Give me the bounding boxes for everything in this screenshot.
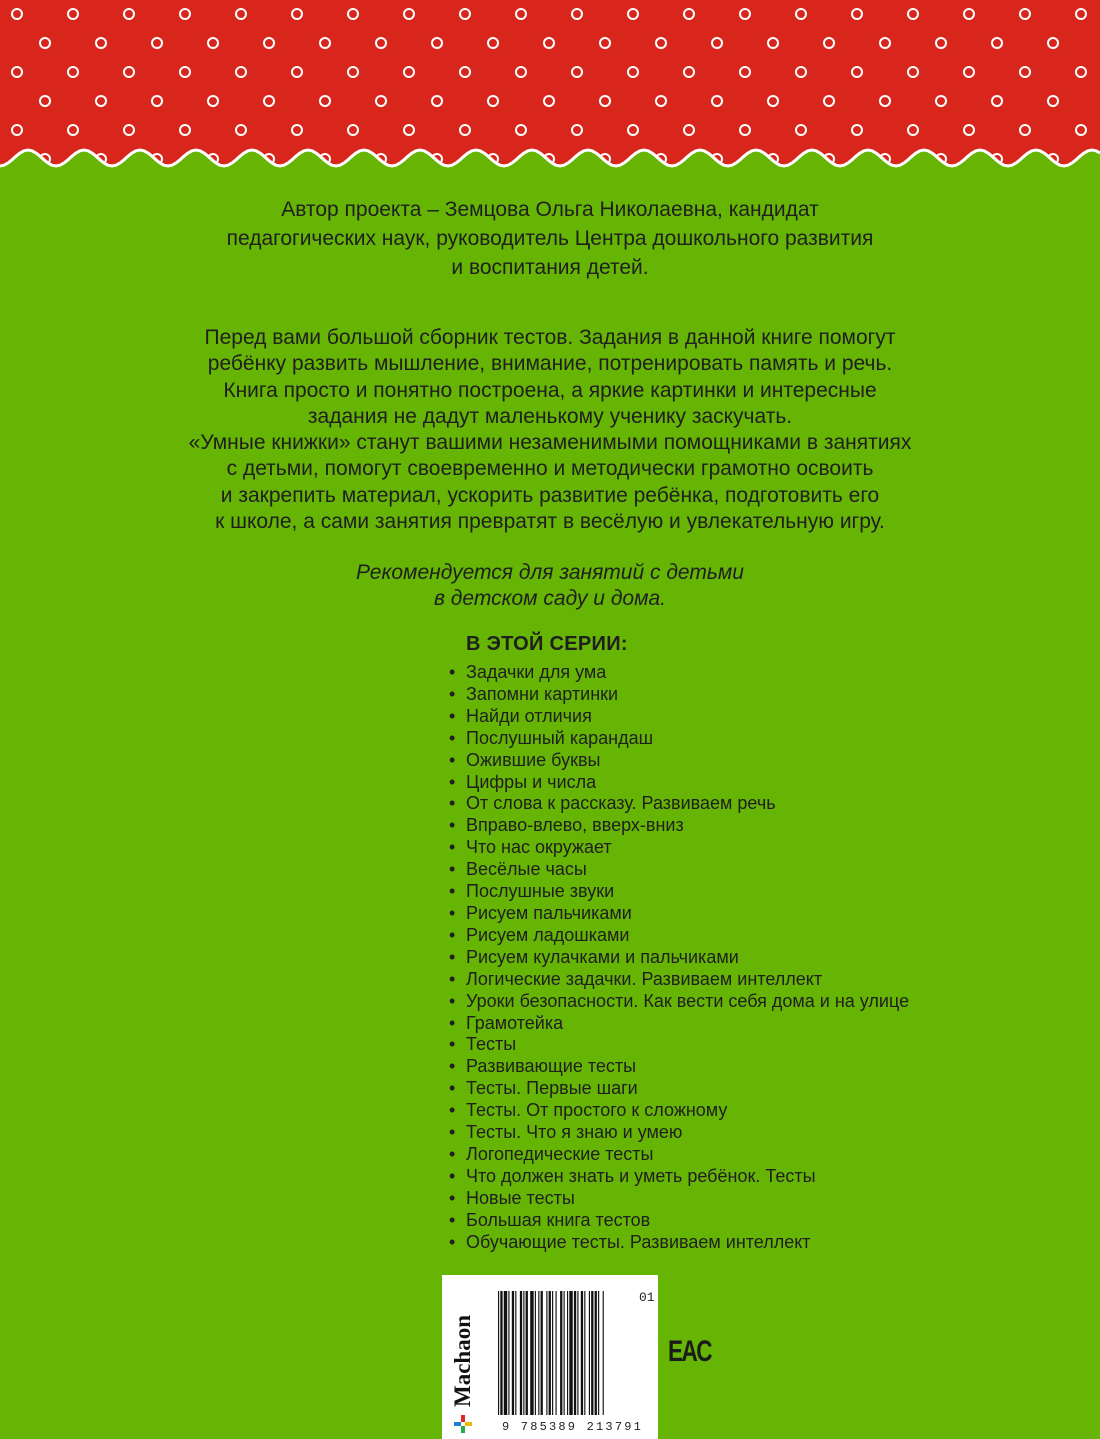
series-item [447, 837, 909, 859]
age-recommendation [0, 560, 1100, 612]
publisher-name: Machaon [450, 1315, 475, 1407]
author-line: и воспитания детей. [451, 256, 649, 279]
series-item [447, 991, 909, 1013]
series-item [447, 706, 909, 728]
barcode-bar [500, 1291, 502, 1415]
bullet-icon: • [449, 815, 456, 836]
series-item [447, 1056, 909, 1078]
series-item-title: Обучающие тесты. Развиваем интеллект [466, 1231, 811, 1252]
bullet-icon: • [449, 793, 456, 814]
series-item-title: Тесты. От простого к сложному [466, 1100, 728, 1121]
series-item-title: Грамотейка [466, 1012, 564, 1033]
description-line: и закрепить материал, ускорить развитие ребёнка, подготовить его [220, 483, 880, 507]
barcode-bar [541, 1291, 543, 1415]
series-item [447, 1144, 909, 1166]
isbn-barcode [498, 1291, 634, 1419]
series-item [447, 1100, 909, 1122]
bullet-icon: • [449, 881, 456, 902]
bullet-icon: • [449, 705, 456, 726]
back-cover-content [0, 195, 1100, 1252]
series-item [447, 1232, 909, 1254]
polka-dot-band-svg [0, 0, 1100, 175]
series-item [447, 728, 909, 750]
description-line: ребёнку развить мышление, внимание, потренировать память и речь. [207, 352, 893, 376]
barcode-bar [581, 1291, 583, 1415]
series-heading: В ЭТОЙ СЕРИИ: [466, 633, 628, 655]
barcode-bar [567, 1291, 568, 1415]
bullet-icon: • [449, 924, 456, 945]
series-item [447, 903, 909, 925]
barcode-bar [520, 1291, 522, 1415]
series-item-title: Логопедические тесты [466, 1143, 654, 1164]
series-item-title: Рисуем ладошками [466, 924, 630, 945]
barcode-bar [535, 1291, 536, 1415]
series-item-title: Тесты [466, 1034, 517, 1055]
barcode-bar [564, 1291, 565, 1415]
barcode-bar [589, 1291, 590, 1415]
series-item-title: Тесты. Что я знаю и умею [466, 1122, 683, 1143]
series-item-title: Логические задачки. Развиваем интеллект [466, 968, 823, 989]
author-line: Автор проекта – Земцова Ольга Николаевна, кандидат [281, 198, 819, 221]
series-item-title: Уроки безопасности. Как вести себя дома и на улице [466, 990, 910, 1011]
publisher-logo [442, 1275, 486, 1439]
barcode-bar [549, 1291, 551, 1415]
series-item-title: Ожившие буквы [466, 749, 601, 770]
series-item [447, 793, 909, 815]
bullet-icon: • [449, 1209, 456, 1230]
bullet-icon: • [449, 727, 456, 748]
series-item [447, 1122, 909, 1144]
series-item-title: Послушный карандаш [466, 727, 654, 748]
bullet-icon: • [449, 683, 456, 704]
barcode-bar [569, 1291, 572, 1415]
series-item-title: Задачки для ума [466, 662, 607, 682]
series-item-title: Вправо-влево, вверх-вниз [466, 815, 684, 836]
bullet-icon: • [449, 1187, 456, 1208]
series-item [447, 1188, 909, 1210]
series-item [447, 925, 909, 947]
series-item-title: Тесты. Первые шаги [466, 1078, 638, 1099]
recommendation-line: в детском саду и дома. [433, 587, 667, 610]
bullet-icon: • [449, 859, 456, 880]
top-decorative-band [0, 0, 1100, 175]
bullet-icon: • [449, 1231, 456, 1252]
description-line: «Умные книжки» станут вашими незаменимыми помощниками в занятиях [188, 431, 912, 455]
barcode-bar [584, 1291, 585, 1415]
bullet-icon: • [449, 837, 456, 858]
barcode-addon: 01 [639, 1290, 655, 1305]
bullet-icon: • [449, 968, 456, 989]
barcode-bar [552, 1291, 553, 1415]
description-line: с детьми, помогут своевременно и методически грамотно освоить [226, 457, 874, 481]
isbn-digits: 9 785389 213791 [502, 1420, 644, 1434]
description-line: Книга просто и понятно построена, а яркие картинки и интересные [223, 378, 877, 402]
series-item [447, 969, 909, 991]
series-item-title: Запомни картинки [466, 683, 619, 704]
bullet-icon: • [449, 1165, 456, 1186]
bullet-icon: • [449, 946, 456, 967]
bullet-icon: • [449, 990, 456, 1011]
barcode-bar [591, 1291, 593, 1415]
barcode-bar [512, 1291, 514, 1415]
series-item-title: От слова к рассказу. Развиваем речь [466, 793, 776, 814]
barcode-bar [603, 1291, 604, 1415]
description-line: к школе, а сами занятия превратят в весёлую и увлекательную игру. [215, 510, 885, 534]
barcode-bar [598, 1291, 599, 1415]
series-list [447, 662, 909, 1253]
bullet-icon: • [449, 1012, 456, 1033]
author-line: педагогических наук, руководитель Центра дошкольного развития [226, 227, 874, 250]
series-item [447, 1013, 909, 1035]
series-item [447, 1078, 909, 1100]
barcode-bar [523, 1291, 524, 1415]
bullet-icon: • [449, 1143, 456, 1164]
series-item [447, 1034, 909, 1056]
bullet-icon: • [449, 1034, 456, 1055]
series-item-title: Что нас окружает [466, 837, 612, 858]
eac-certification-mark: EAC [668, 1335, 712, 1368]
bullet-icon: • [449, 771, 456, 792]
description-line: Перед вами большой сборник тестов. Задания в данной книге помогут [204, 326, 896, 349]
series-item-title: Цифры и числа [466, 771, 597, 792]
description-line: задания не дадут маленькому ученику заскучать. [307, 404, 793, 428]
barcode-bar [577, 1291, 578, 1415]
bullet-icon: • [449, 1056, 456, 1077]
barcode-bar [526, 1291, 528, 1415]
barcode-bar [515, 1291, 516, 1415]
book-description [0, 325, 1100, 535]
barcode-bar [574, 1291, 576, 1415]
bullet-icon: • [449, 1078, 456, 1099]
bullet-icon: • [449, 1122, 456, 1143]
bullet-icon: • [449, 749, 456, 770]
barcode-bar [504, 1291, 507, 1415]
barcode-bar [538, 1291, 539, 1415]
series-item [447, 750, 909, 772]
series-item [447, 1210, 909, 1232]
series-item-title: Найди отличия [466, 705, 592, 726]
series-item-title: Новые тесты [466, 1187, 575, 1208]
machaon-flower-icon [454, 1415, 472, 1433]
barcode-panel [442, 1275, 658, 1439]
series-item-title: Рисуем кулачками и пальчиками [466, 946, 739, 967]
barcode-bar [560, 1291, 562, 1415]
author-info [0, 195, 1100, 282]
series-item [447, 859, 909, 881]
series-item [447, 772, 909, 794]
bullet-icon: • [449, 662, 456, 682]
barcode-bar [530, 1291, 533, 1415]
barcode-bar [595, 1291, 597, 1415]
series-item-title: Весёлые часы [466, 859, 587, 880]
series-item [447, 662, 909, 684]
barcode-bar [546, 1291, 547, 1415]
barcode-bar [498, 1291, 499, 1415]
bullet-icon: • [449, 1100, 456, 1121]
series-item-title: Большая книга тестов [466, 1209, 651, 1230]
series-item [447, 684, 909, 706]
barcode-bar [556, 1291, 557, 1415]
series-item-title: Рисуем пальчиками [466, 902, 632, 923]
series-item-title: Послушные звуки [466, 881, 615, 902]
series-item [447, 815, 909, 837]
bullet-icon: • [449, 902, 456, 923]
recommendation-line: Рекомендуется для занятий с детьми [356, 561, 744, 584]
series-item [447, 1166, 909, 1188]
series-item [447, 881, 909, 903]
series-item-title: Что должен знать и уметь ребёнок. Тесты [466, 1165, 816, 1186]
series-item [447, 947, 909, 969]
barcode-bar [508, 1291, 509, 1415]
series-item-title: Развивающие тесты [466, 1056, 637, 1077]
